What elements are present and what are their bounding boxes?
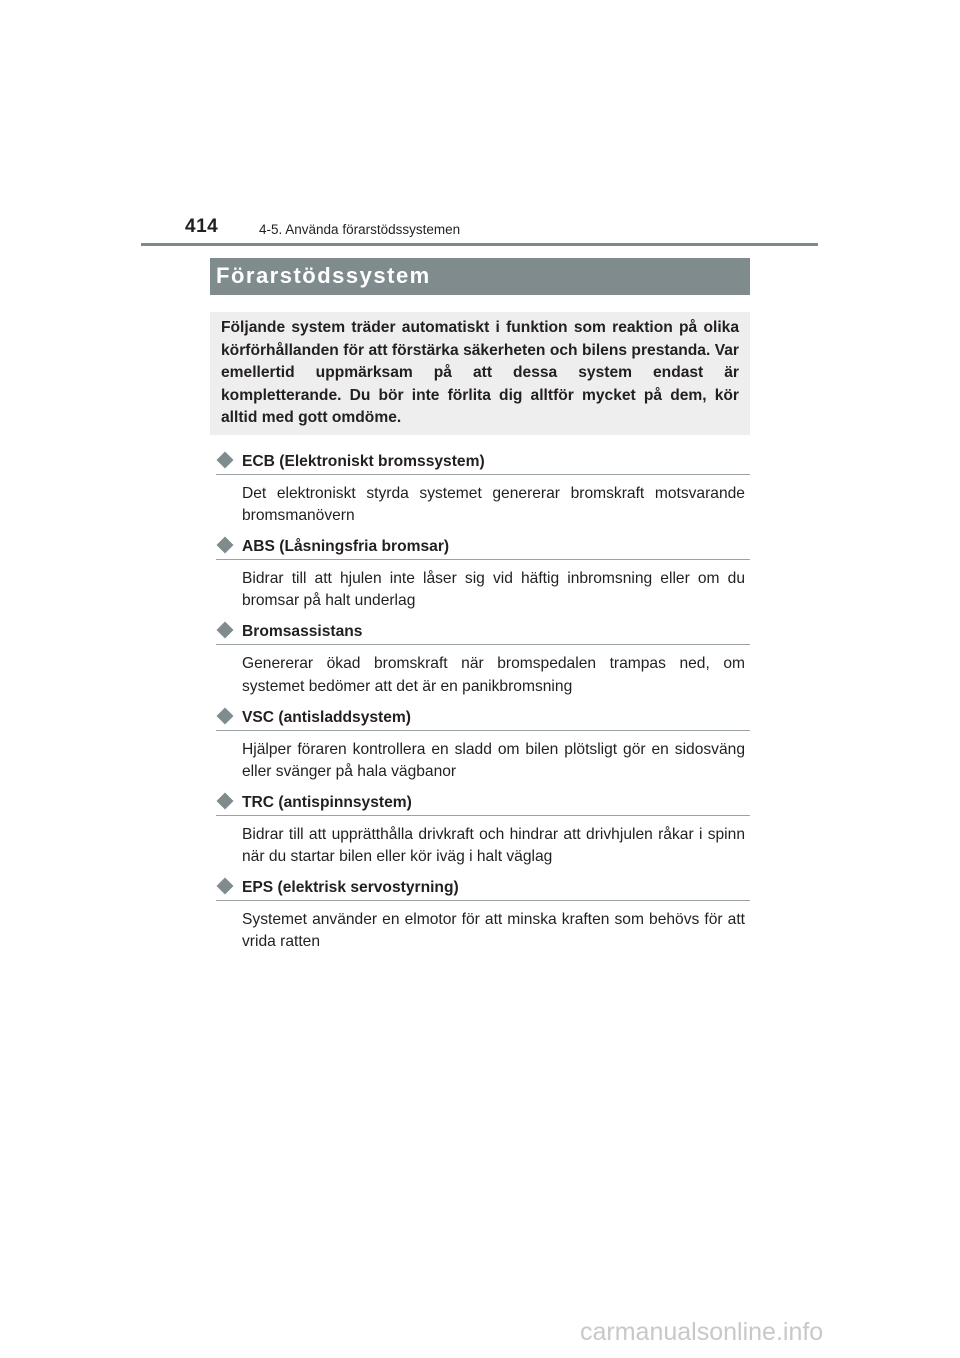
feature-title: ECB (Elektroniskt bromssystem) bbox=[242, 453, 485, 470]
feature-heading bbox=[216, 706, 750, 731]
feature-item-trc bbox=[216, 791, 750, 876]
page-number: 414 bbox=[185, 216, 219, 237]
feature-item-ecb bbox=[216, 450, 750, 535]
feature-heading bbox=[216, 620, 750, 645]
intro-box bbox=[210, 312, 750, 435]
section-banner bbox=[210, 258, 750, 295]
header-rule bbox=[141, 243, 818, 246]
feature-description: Systemet använder en elmotor för att minska kraften som behövs för att vrida ratten bbox=[242, 910, 745, 951]
feature-title: TRC (antispinnsystem) bbox=[242, 793, 412, 811]
feature-description: Bidrar till att hjulen inte låser sig vid häftig inbromsning eller om du bromsar på halt underlag bbox=[242, 570, 745, 610]
page-header bbox=[141, 214, 818, 246]
feature-item-abs bbox=[216, 535, 750, 620]
feature-item-eps bbox=[216, 876, 750, 961]
diamond-bullet-icon bbox=[217, 537, 234, 554]
watermark: carmanualsonline.info bbox=[580, 1318, 824, 1346]
chapter-title: 4-5. Använda förarstödssystemen bbox=[259, 222, 461, 237]
feature-title: VSC (antisladdsystem) bbox=[242, 708, 411, 726]
feature-heading bbox=[216, 535, 750, 560]
feature-title: ABS (Låsningsfria bromsar) bbox=[242, 538, 450, 556]
feature-heading bbox=[216, 876, 750, 901]
feature-list bbox=[216, 450, 750, 961]
feature-heading bbox=[216, 791, 750, 816]
diamond-bullet-icon bbox=[217, 707, 234, 724]
feature-item-brake-assist bbox=[216, 620, 750, 705]
feature-title: EPS (elektrisk servostyrning) bbox=[242, 878, 459, 896]
diamond-bullet-icon bbox=[217, 622, 234, 639]
feature-title: Bromsassistans bbox=[242, 623, 363, 641]
intro-text: Följande system träder automatiskt i funktion som reaktion på olika körförhållanden för att förstärka säkerheten och bilens prestanda. Var emellertid uppmärksam på att dessa system endast är kompletterande. Du bör inte förlita dig alltför mycket på dem, kör alltid med gott omdöme. bbox=[221, 319, 739, 427]
feature-description: Det elektroniskt styrda systemet genererar bromskraft motsvarande bromsmanövern bbox=[242, 485, 745, 525]
feature-description: Hjälper föraren kontrollera en sladd om bilen plötsligt gör en sidosväng eller svänger på hala vägbanor bbox=[242, 740, 745, 780]
feature-item-vsc bbox=[216, 706, 750, 791]
feature-heading bbox=[216, 450, 750, 475]
section-title: Förarstödssystem bbox=[216, 263, 431, 288]
feature-description: Genererar ökad bromskraft när bromspedalen trampas ned, om systemet bedömer att det är en panikbromsning bbox=[242, 655, 745, 695]
feature-description: Bidrar till att upprätthålla drivkraft och hindrar att drivhjulen råkar i spinn när du startar bilen eller kör iväg i halt väglag bbox=[242, 825, 745, 865]
diamond-bullet-icon bbox=[217, 792, 234, 809]
diamond-bullet-icon bbox=[217, 877, 234, 894]
diamond-bullet-icon bbox=[217, 452, 234, 469]
